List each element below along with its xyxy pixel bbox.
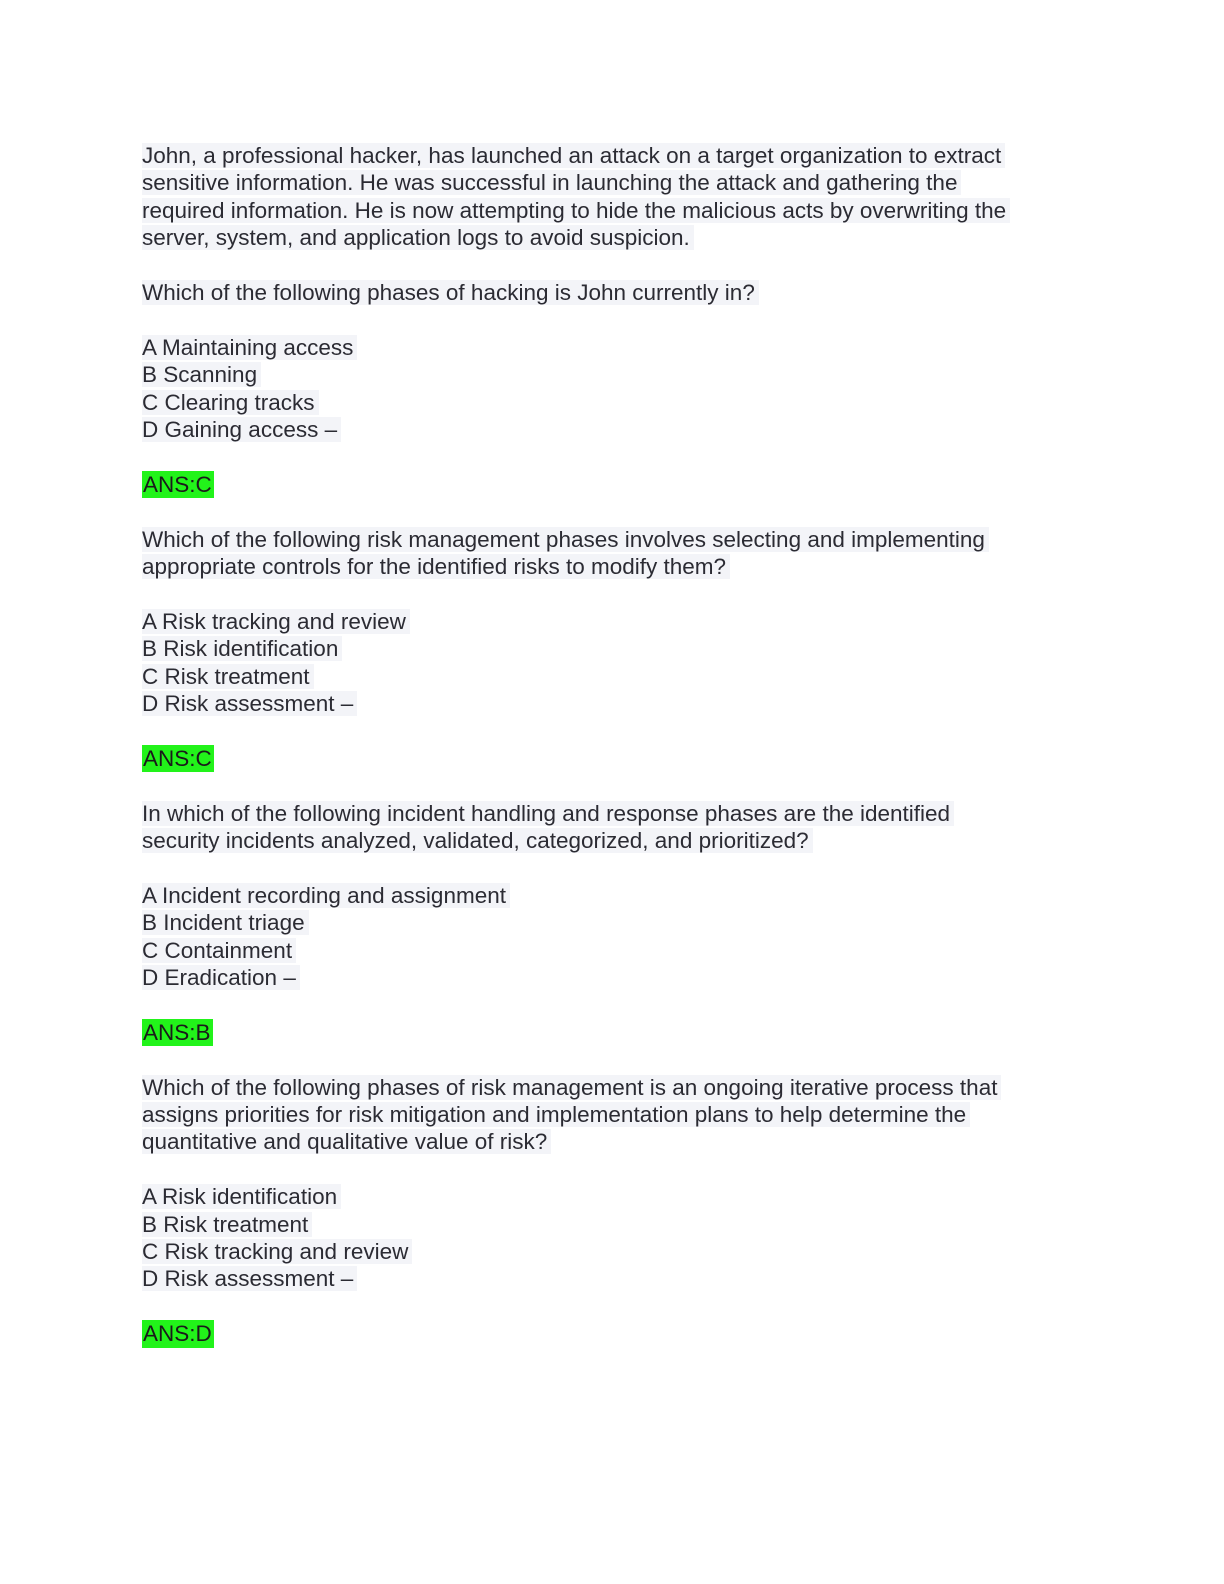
question-stem-line: server, system, and application logs to avoid suspicion. [142,224,1082,251]
answer-key: ANS:D [143,1321,212,1347]
answer-key-line [142,1320,1082,1347]
answer-option: B Scanning [142,361,1082,388]
question-stem-line: sensitive information. He was successful in launching the attack and gathering the [142,169,1082,196]
answer-option: B Risk treatment [142,1211,1082,1238]
answer-key-line [142,1019,1082,1046]
question-stem-line: appropriate controls for the identified risks to modify them? [142,553,1082,580]
answer-key: ANS:B [143,1019,211,1045]
answer-option: C Risk treatment [142,663,1082,690]
question-stem-line: Which of the following phases of risk management is an ongoing iterative process that [142,1074,1082,1101]
answer-key: ANS:C [143,471,212,497]
answer-option: D Risk assessment – [142,690,1082,717]
question-stem-line: In which of the following incident handling and response phases are the identified [142,800,1082,827]
answer-key-line [142,745,1082,772]
question-block [142,142,1082,498]
question-stem-line: quantitative and qualitative value of risk? [142,1128,1082,1155]
answer-option: A Risk tracking and review [142,608,1082,635]
answer-option: B Incident triage [142,909,1082,936]
answer-option: A Maintaining access [142,334,1082,361]
question-stem-line: Which of the following risk management phases involves selecting and implementing [142,526,1082,553]
answer-option: A Risk identification [142,1183,1082,1210]
answer-option: B Risk identification [142,635,1082,662]
question-prompt: Which of the following phases of hacking is John currently in? [142,279,1082,306]
question-stem-line: assigns priorities for risk mitigation and implementation plans to help determine the [142,1101,1082,1128]
answer-option: D Gaining access – [142,416,1082,443]
document-page [142,142,1082,1348]
answer-key: ANS:C [143,745,212,771]
question-block [142,526,1082,773]
answer-option: A Incident recording and assignment [142,882,1082,909]
answer-option: C Clearing tracks [142,389,1082,416]
answer-option: C Risk tracking and review [142,1238,1082,1265]
question-stem-line: required information. He is now attempting to hide the malicious acts by overwriting the [142,197,1082,224]
question-stem-line: John, a professional hacker, has launched an attack on a target organization to extract [142,142,1082,169]
answer-option: D Eradication – [142,964,1082,991]
question-block [142,1074,1082,1348]
answer-option: C Containment [142,937,1082,964]
answer-key-line [142,471,1082,498]
question-stem-line: security incidents analyzed, validated, categorized, and prioritized? [142,827,1082,854]
question-block [142,800,1082,1047]
answer-option: D Risk assessment – [142,1265,1082,1292]
